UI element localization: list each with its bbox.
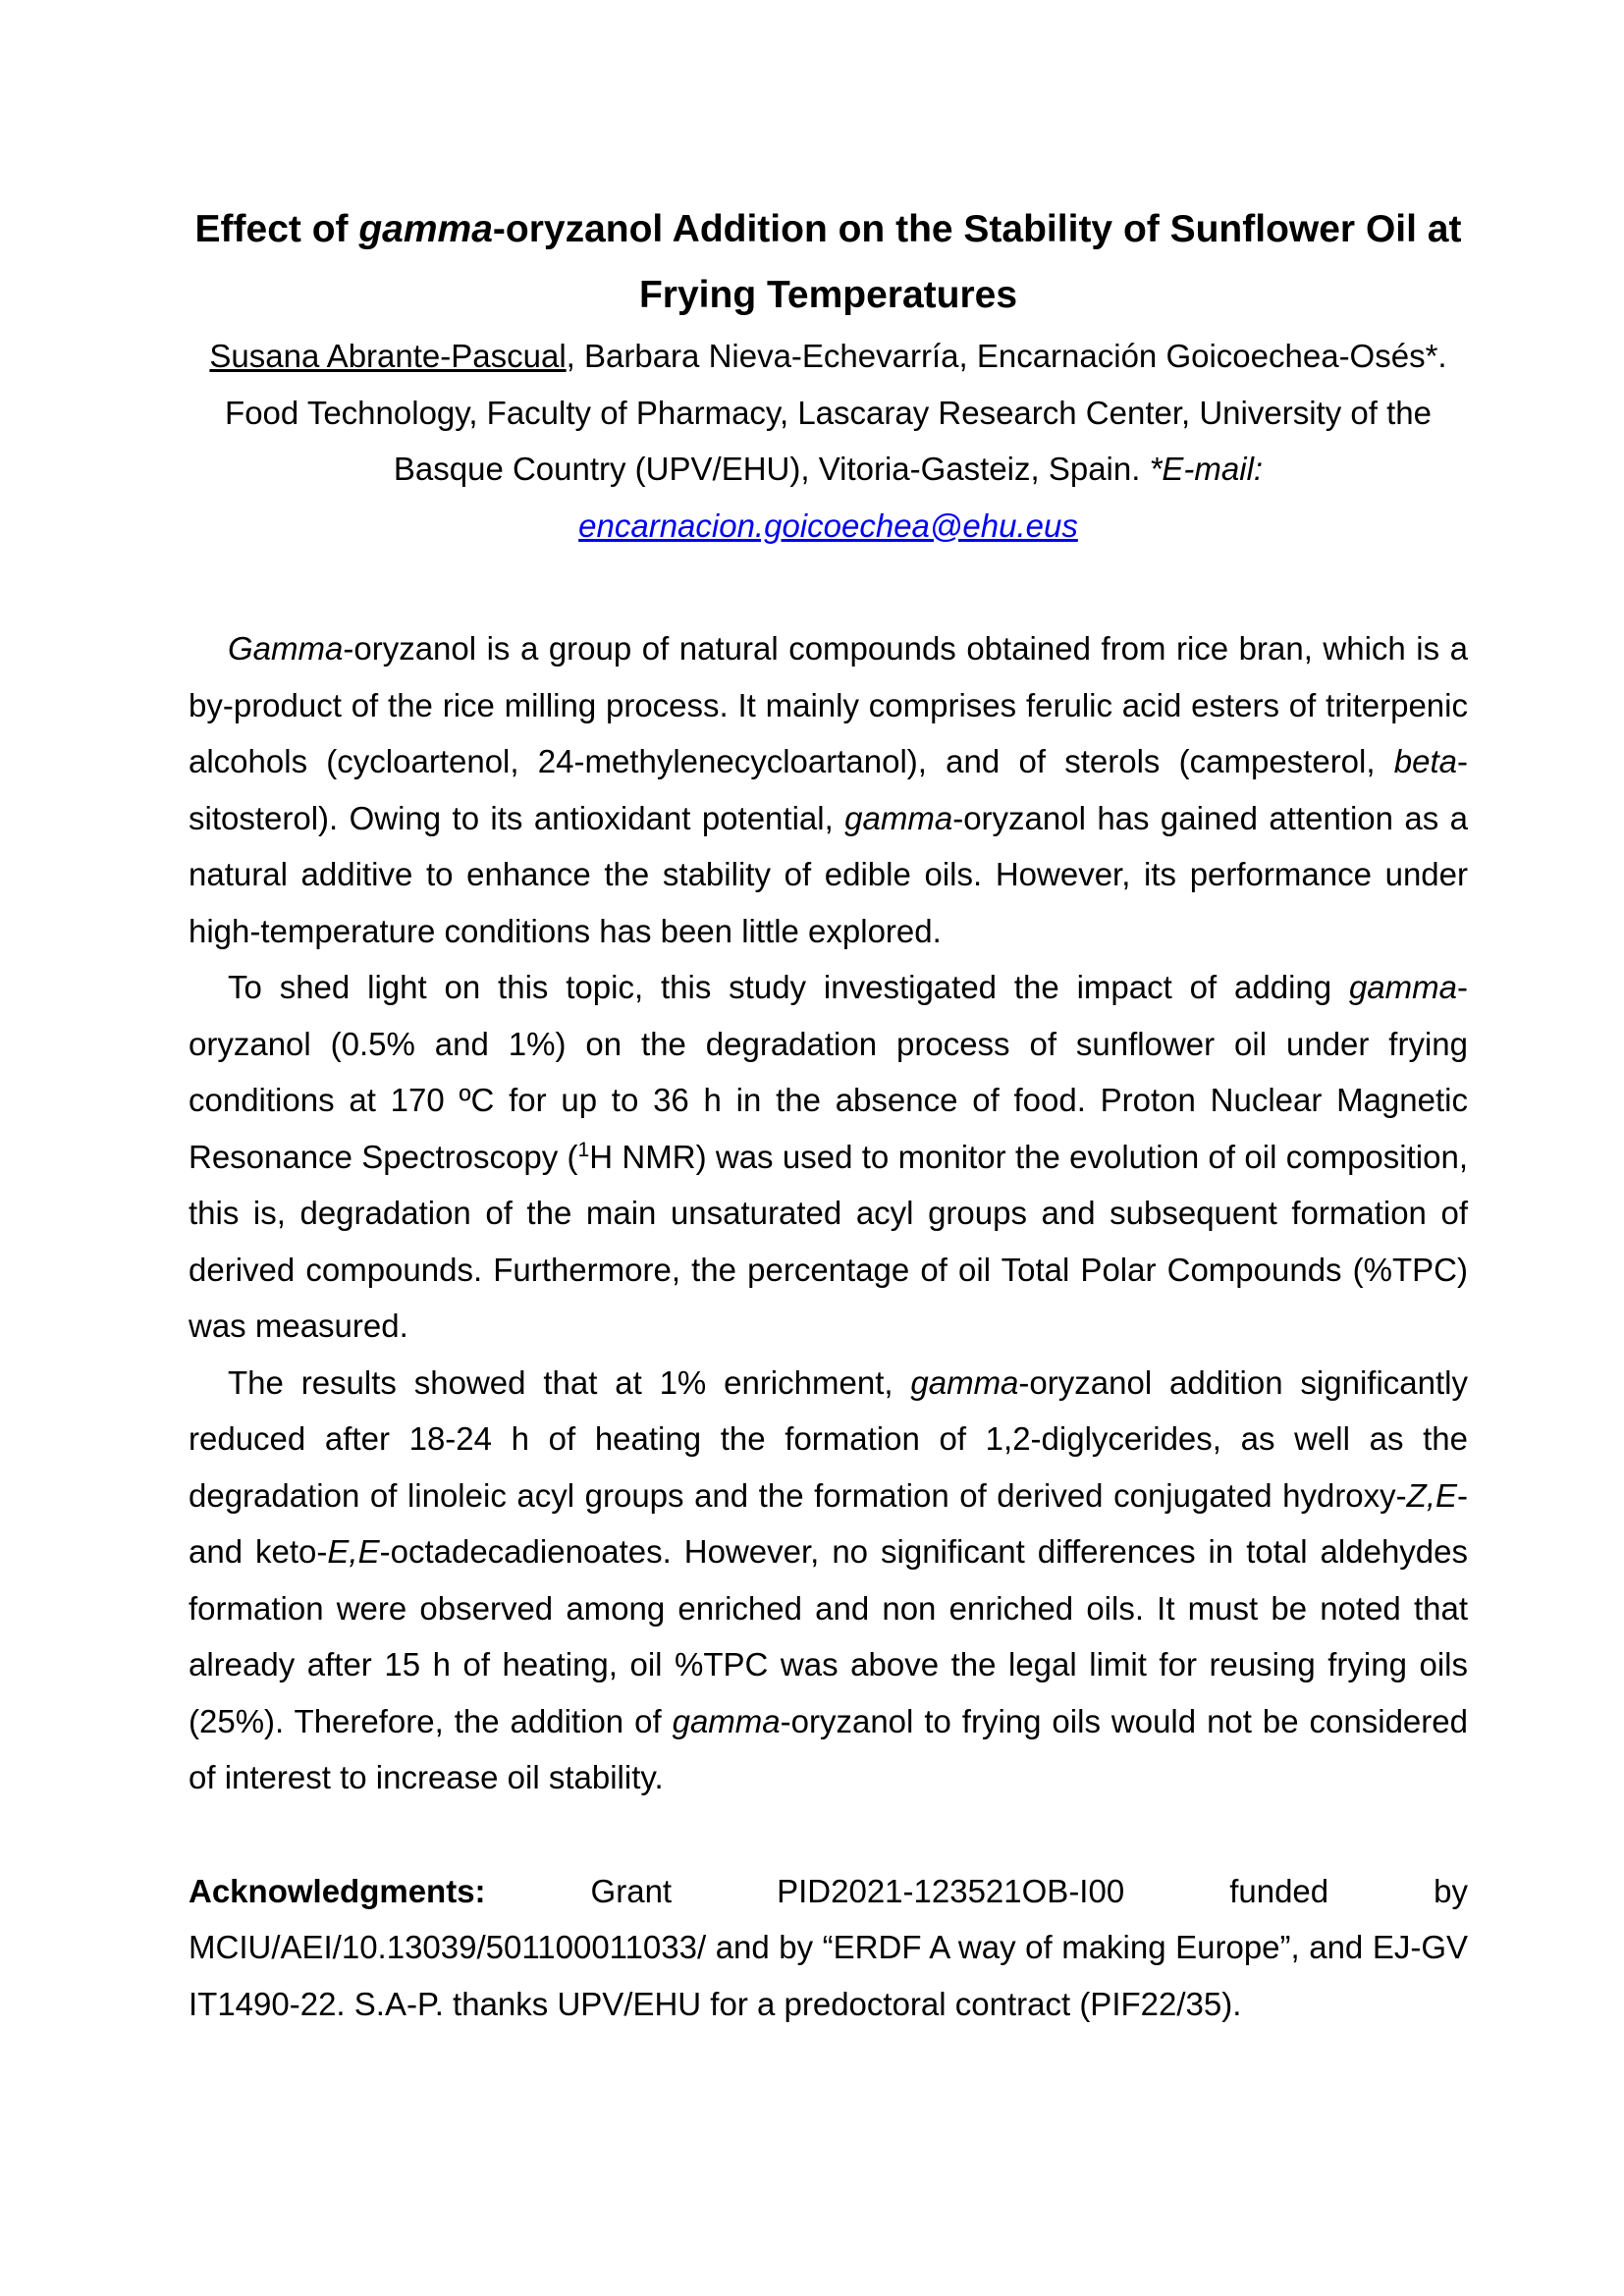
abstract-paragraph — [189, 620, 1468, 959]
text-run: -sitosterol). Owing to its antioxidant potential, — [189, 743, 1468, 836]
text-run: The results showed that at 1% enrichment, — [228, 1363, 911, 1401]
text-run: , Barbara Nieva-Echevarría, Encarnación Goicoechea-Osés*. — [566, 338, 1447, 374]
abstract-paragraph — [189, 959, 1468, 1355]
text-run: beta — [1393, 743, 1457, 779]
email-link[interactable] — [189, 498, 1468, 555]
text-run: gamma — [672, 1702, 781, 1739]
text-run: encarnacion.goicoechea@ehu.eus — [578, 507, 1078, 544]
acknowledgments-paragraph — [189, 1863, 1468, 2033]
text-run: -oryzanol is a group of natural compounds obtained from rice bran, which is a by-product of the rice milling process. It mainly comprises ferulic acid esters of triterpenic alcohols (cycloartenol, 24-methylenecycloartanol), and of sterols (campesterol, — [189, 630, 1468, 779]
authors-line — [189, 328, 1468, 385]
text-run: gamma — [844, 799, 953, 836]
text-run: -octadecadienoates. However, no significant differences in total aldehydes formation were observed among enriched and non enriched oils. It must be noted that already after 15 h of heating, oil %TPC was above the legal limit for reusing frying oils (25%). Therefore, the addition of — [189, 1533, 1469, 1739]
abstract-section — [189, 620, 1468, 1806]
text-run: E,E — [327, 1533, 380, 1570]
text-run: Z,E — [1406, 1476, 1457, 1514]
text-run: Acknowledgments: — [189, 1872, 486, 1909]
paper-title — [189, 196, 1468, 328]
text-run: To shed light on this topic, this study investigated the impact of adding — [228, 969, 1349, 1005]
text-run: Food Technology, Faculty of Pharmacy, Lascaray Research Center, University of the Basque Country (UPV/EHU), Vitoria-Gasteiz, Spain. — [225, 394, 1432, 487]
text-run: -oryzanol addition significantly reduced after 18-24 h of heating the formation of 1,2-diglycerides, as well as the degradation of linoleic acyl groups and the formation of derived conjugated hydroxy- — [189, 1363, 1469, 1514]
text-run: Grant PID2021-123521OB-I00 funded by MCIU/AEI/10.13039/501100011033/ and by “ERDF A way of making Europe”, and EJ-GV IT1490-22. S.A-P. thanks UPV/EHU for a predoctoral contract (PIF22/35). — [189, 1872, 1468, 2022]
abstract-paragraph — [189, 1355, 1468, 1806]
page-content — [189, 196, 1468, 2032]
text-run: Effect of — [194, 208, 359, 250]
text-run: -oryzanol (0.5% and 1%) on the degradation process of sunflower oil under frying conditions at 170 ºC for up to 36 h in the absence of food. Proton Nuclear Magnetic Resonance Spectroscopy ( — [189, 969, 1468, 1175]
text-run: Gamma — [228, 630, 344, 667]
text-run: gamma — [358, 208, 493, 250]
text-run: H NMR) was used to monitor the evolution of oil composition, this is, degradation of the main unsaturated acyl groups and subsequent formation of derived compounds. Furthermore, the percentage of oil Total Polar Compounds (%TPC) was measured. — [189, 1138, 1468, 1344]
text-run: -oryzanol Addition on the Stability of Sunflower Oil at Frying Temperatures — [492, 208, 1462, 316]
text-run: gamma — [1348, 969, 1457, 1005]
text-run: -oryzanol has gained attention as a natural additive to enhance the stability of edible oils. However, its performance under high-temperature conditions has been little explored. — [189, 799, 1469, 949]
text-run: -oryzanol to frying oils would not be considered of interest to increase oil stability. — [189, 1702, 1468, 1795]
text-run: Susana Abrante-Pascual — [209, 338, 567, 374]
text-run: - and keto- — [189, 1476, 1468, 1570]
text-run: 1 — [577, 1138, 590, 1161]
text-run: *E-mail: — [1149, 451, 1264, 487]
affiliation-line — [189, 385, 1468, 498]
text-run: gamma — [910, 1363, 1019, 1401]
